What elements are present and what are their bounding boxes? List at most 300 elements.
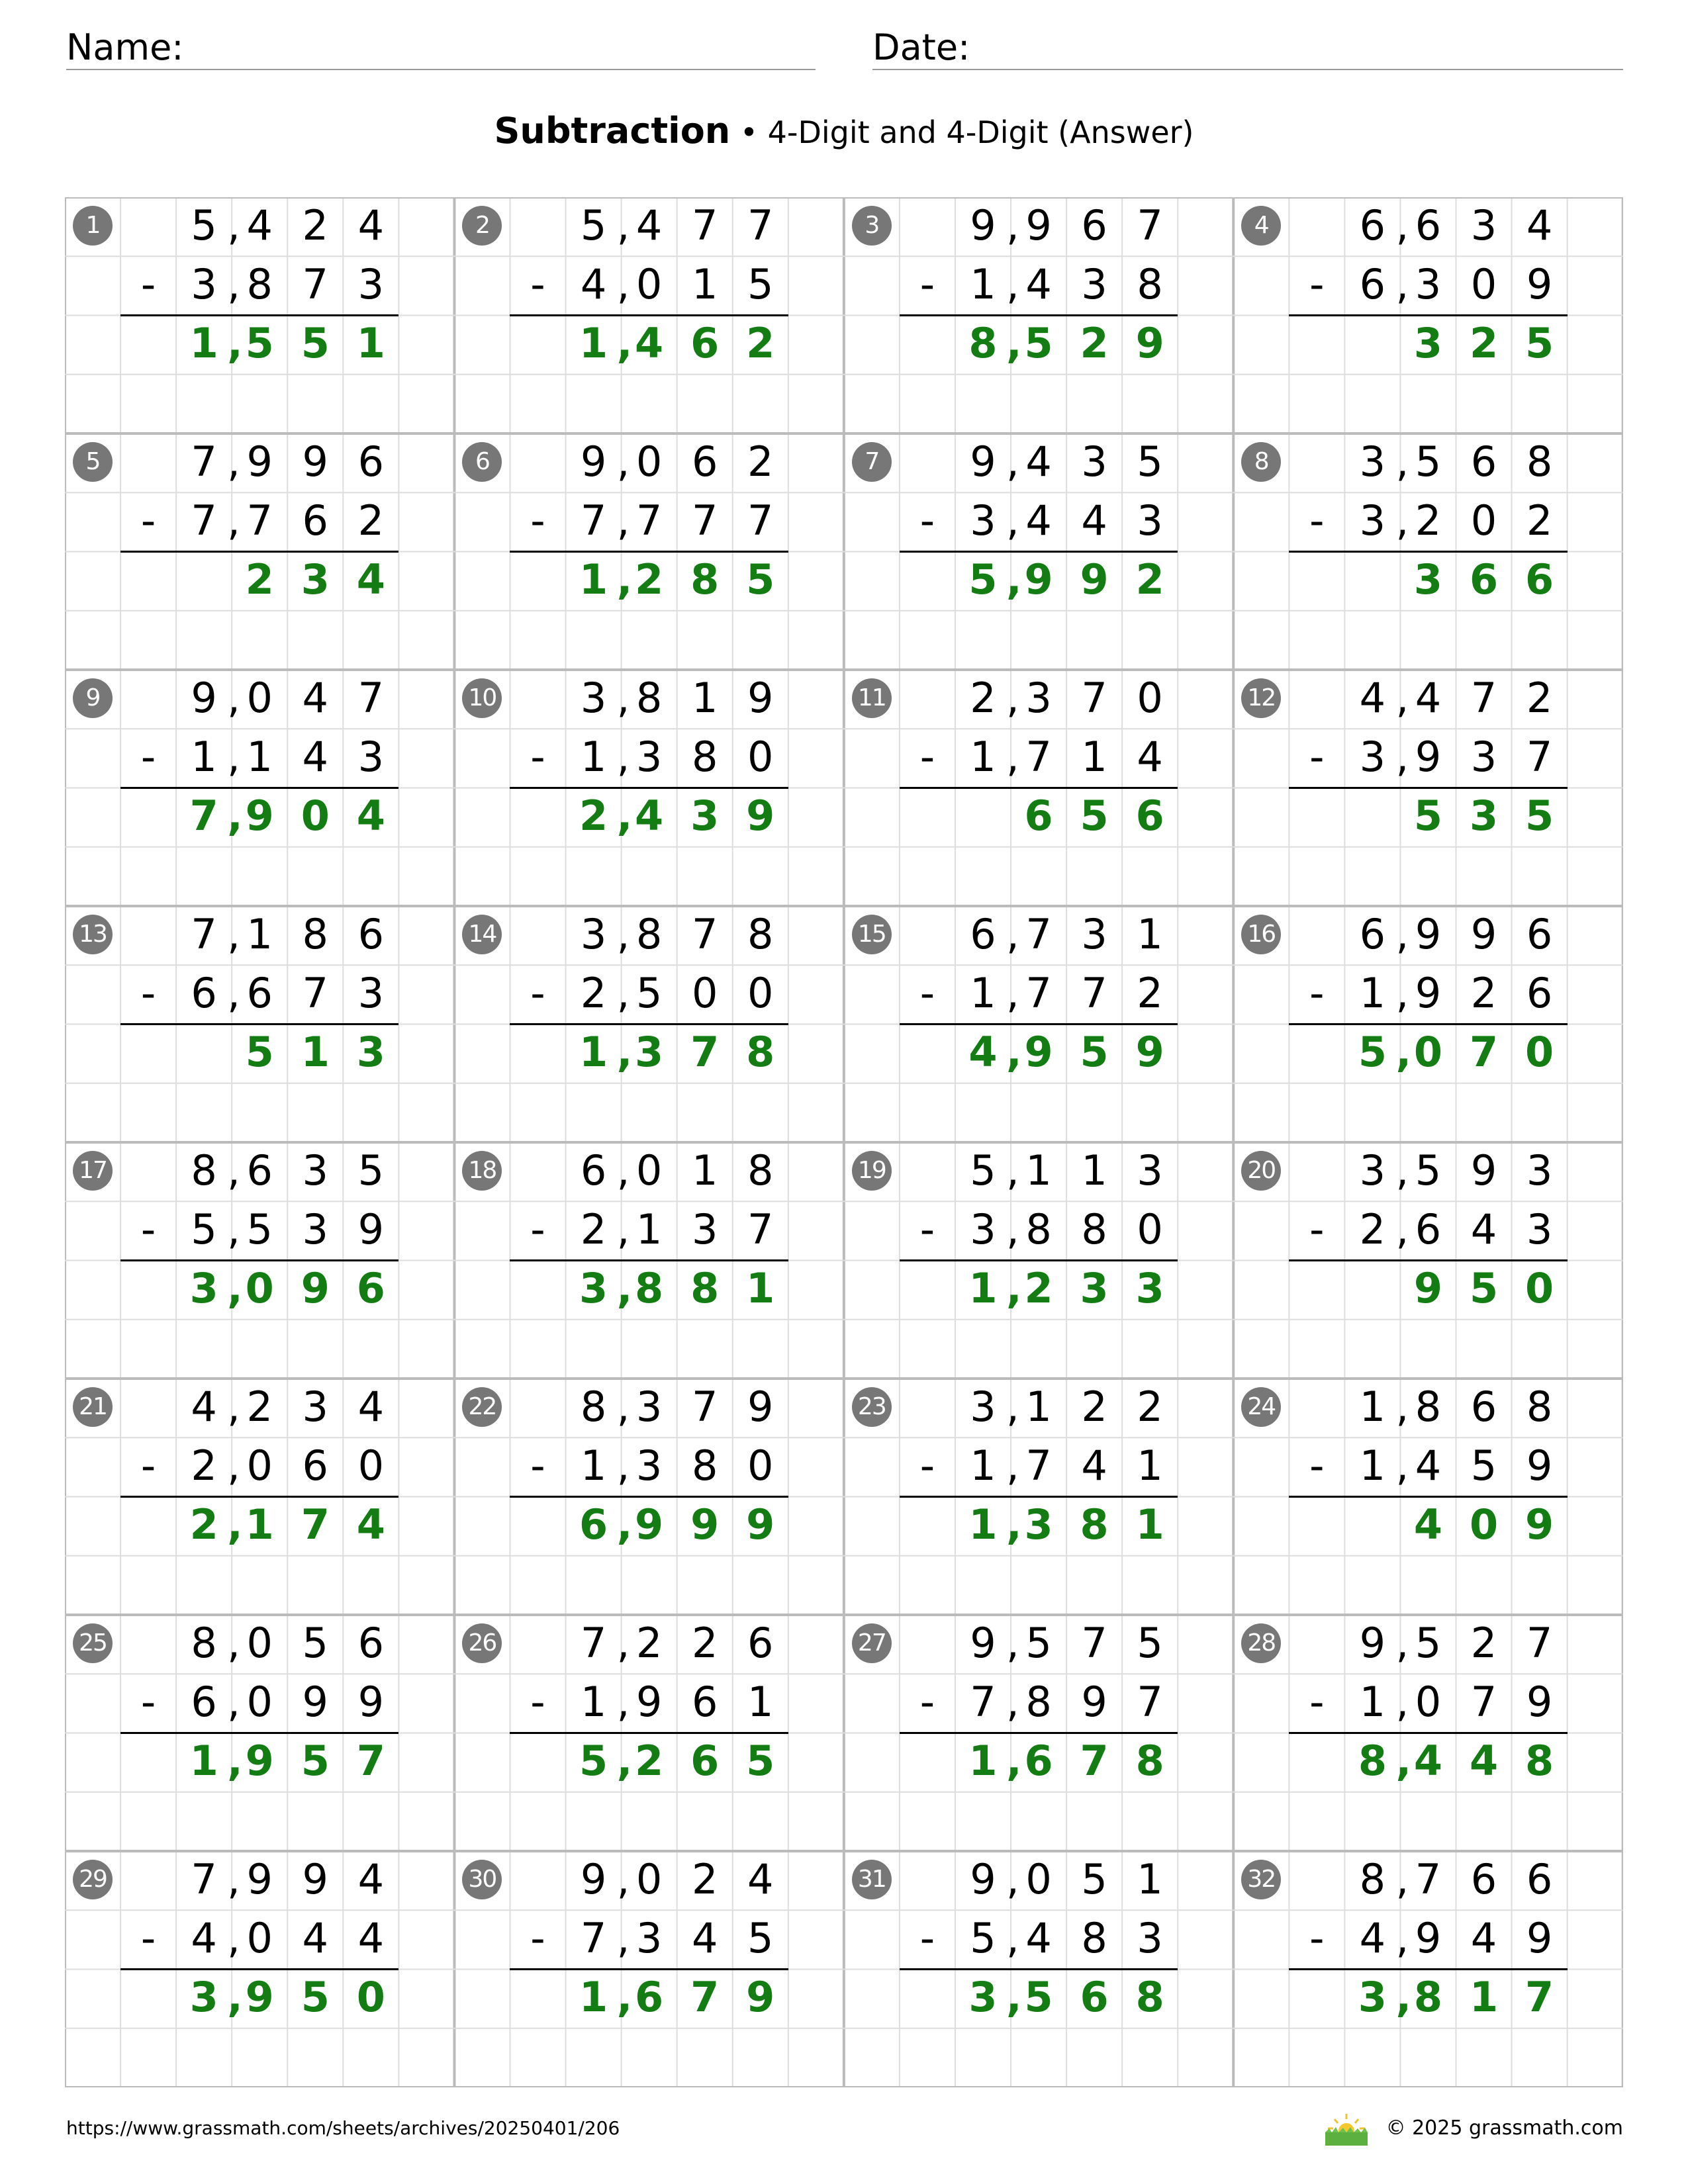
date-field[interactable] [872,26,1623,70]
minuend-digit: 9 [1025,201,1052,250]
minuend-digit: 9 [302,437,328,486]
subtrahend-digit: 5 [191,1205,217,1253]
answer-digit: 9 [245,1973,274,2022]
subtrahend-digit: 3 [191,259,217,308]
answer-digit: 9 [635,1500,664,1549]
answer-digit: 0 [356,1973,385,2022]
subtrahend-digit: 8 [1081,1205,1107,1253]
subtrahend-digit: 4 [691,1913,718,1962]
minus-sign: - [919,1677,935,1726]
answer-digit: 9 [746,792,775,841]
problem-number-badge: 12 [1241,678,1281,718]
answer-rule [1289,1259,1567,1261]
answer-rule [900,1732,1178,1734]
answer-digit: 7 [1080,1737,1109,1786]
subtrahend-digit: 1 [970,259,996,308]
answer-digit: 3 [189,1264,218,1313]
minuend-comma: , [227,673,240,722]
answer-digit: 9 [1080,555,1109,604]
subtrahend-digit: 2 [580,1205,607,1253]
answer-digit: 9 [690,1500,720,1549]
subtrahend-digit: 3 [1137,496,1163,545]
answer-digit: 7 [1469,1028,1499,1077]
minuend-digit: 8 [191,1618,217,1667]
answer-digit: 2 [579,792,608,841]
subtrahend-digit: 3 [1081,259,1107,308]
answer-digit: 5 [1469,1264,1499,1313]
problem-number-badge: 9 [73,678,113,718]
minuend-comma: , [1395,1854,1409,1903]
answer-digit: 2 [635,1737,664,1786]
subtrahend-digit: 1 [747,1677,774,1726]
subtrahend-digit: 3 [635,732,663,781]
problem-number-badge: 13 [73,915,113,954]
answer-digit: 2 [245,555,274,604]
subtrahend-digit: 3 [357,968,385,1017]
answer-rule [120,314,399,316]
answer-digit: 6 [635,1973,664,2022]
answer-digit: 5 [301,1737,330,1786]
answer-comma: , [616,1028,633,1077]
minuend-digit: 7 [1081,673,1107,722]
subtrahend-comma: , [616,732,630,781]
minus-sign: - [140,968,156,1017]
answer-digit: 9 [245,1737,274,1786]
subtrahend-digit: 3 [1137,1913,1163,1962]
subtrahend-digit: 9 [635,1677,663,1726]
subtrahend-comma: , [1006,1205,1019,1253]
minus-sign: - [530,1913,545,1962]
answer-digit: 9 [1024,555,1053,604]
subtrahend-digit: 7 [246,496,273,545]
minuend-digit: 3 [580,909,607,958]
minuend-digit: 7 [191,437,217,486]
minuend-digit: 4 [357,1382,385,1431]
answer-digit: 0 [1413,1028,1443,1077]
subtrahend-digit: 9 [1415,1913,1442,1962]
answer-digit: 1 [189,1737,218,1786]
subtrahend-digit: 4 [1025,259,1052,308]
minuend-digit: 2 [691,1618,718,1667]
minuend-comma: , [227,201,240,250]
subtrahend-comma: , [227,1913,240,1962]
minuend-digit: 7 [191,1854,217,1903]
answer-digit: 0 [1469,1500,1499,1549]
answer-digit: 2 [1469,319,1499,368]
subtrahend-digit: 3 [635,1913,663,1962]
answer-digit: 6 [690,1737,720,1786]
subtrahend-digit: 1 [580,1677,607,1726]
minuend-comma: , [616,909,630,958]
answer-digit: 7 [690,1973,720,2022]
minuend-digit: 8 [1526,1382,1553,1431]
minuend-digit: 7 [357,673,385,722]
minuend-digit: 3 [970,1382,996,1431]
subtrahend-digit: 7 [691,496,718,545]
answer-digit: 9 [1024,1028,1053,1077]
answer-comma: , [1006,1500,1022,1549]
minuend-digit: 6 [1470,437,1497,486]
answer-digit: 1 [968,1500,998,1549]
minuend-digit: 5 [302,1618,328,1667]
subtrahend-digit: 4 [1081,496,1107,545]
minuend-digit: 4 [747,1854,774,1903]
problem-number-badge: 18 [462,1151,502,1191]
minuend-digit: 9 [970,201,996,250]
answer-digit: 3 [356,1028,385,1077]
subtrahend-digit: 0 [747,1441,774,1490]
problem-number-badge: 19 [852,1151,892,1191]
answer-digit: 3 [1135,1264,1164,1313]
answer-rule [900,551,1178,553]
minuend-digit: 6 [357,437,385,486]
subtrahend-digit: 0 [1470,259,1497,308]
minuend-digit: 6 [1359,909,1386,958]
answer-digit: 1 [1135,1500,1164,1549]
minuend-comma: , [1006,1618,1019,1667]
answer-digit: 3 [1469,792,1499,841]
subtrahend-comma: , [1395,1205,1409,1253]
answer-digit: 7 [690,1028,720,1077]
subtrahend-digit: 4 [191,1913,217,1962]
subtrahend-digit: 8 [1081,1913,1107,1962]
problem-number-badge: 15 [852,915,892,954]
minuend-digit: 8 [635,673,663,722]
answer-digit: 0 [245,1264,274,1313]
subtrahend-digit: 7 [1526,732,1553,781]
subtrahend-digit: 4 [1081,1441,1107,1490]
minuend-digit: 9 [191,673,217,722]
minuend-comma: , [1006,201,1019,250]
answer-digit: 2 [189,1500,218,1549]
minuend-digit: 4 [1415,673,1442,722]
answer-rule [1289,1732,1567,1734]
minuend-comma: , [1006,909,1019,958]
subtrahend-digit: 0 [246,1441,273,1490]
subtrahend-comma: , [1395,496,1409,545]
answer-digit: 3 [635,1028,664,1077]
minus-sign: - [919,1441,935,1490]
problem-number-badge: 17 [73,1151,113,1191]
subtrahend-comma: , [227,259,240,308]
subtrahend-digit: 4 [1359,1913,1386,1962]
subtrahend-comma: , [227,1205,240,1253]
minuend-digit: 7 [691,1382,718,1431]
minuend-digit: 6 [691,437,718,486]
answer-digit: 4 [1469,1737,1499,1786]
minuend-digit: 7 [580,1618,607,1667]
answer-digit: 8 [1358,1737,1387,1786]
subtrahend-digit: 1 [1359,1677,1386,1726]
answer-comma: , [616,792,633,841]
minuend-digit: 6 [357,1618,385,1667]
problem-number-badge: 30 [462,1860,502,1899]
answer-comma: , [227,1500,243,1549]
answer-digit: 8 [968,319,998,368]
subtrahend-comma: , [1006,1441,1019,1490]
subtrahend-digit: 3 [302,1205,328,1253]
minuend-digit: 4 [357,201,385,250]
subtrahend-digit: 1 [970,1441,996,1490]
subtrahend-digit: 4 [1025,496,1052,545]
subtrahend-digit: 6 [1359,259,1386,308]
problem-number-badge: 28 [1241,1623,1281,1663]
answer-digit: 6 [690,319,720,368]
subtrahend-comma: , [1006,259,1019,308]
answer-digit: 5 [746,555,775,604]
answer-digit: 1 [189,319,218,368]
subtrahend-digit: 3 [357,259,385,308]
minuend-digit: 3 [1081,437,1107,486]
subtrahend-comma: , [227,968,240,1017]
answer-digit: 7 [356,1737,385,1786]
subtrahend-digit: 7 [1081,968,1107,1017]
answer-comma: , [1006,1028,1022,1077]
minus-sign: - [530,732,545,781]
subtrahend-digit: 3 [1415,259,1442,308]
minuend-digit: 9 [747,673,774,722]
answer-comma: , [227,792,243,841]
minuend-digit: 4 [246,201,273,250]
minuend-digit: 1 [1025,1146,1052,1195]
minuend-comma: , [1395,1382,1409,1431]
answer-digit: 3 [968,1973,998,2022]
answer-digit: 1 [968,1264,998,1313]
answer-digit: 4 [635,792,664,841]
minuend-digit: 0 [246,1618,273,1667]
answer-digit: 6 [1525,555,1554,604]
subtrahend-digit: 0 [691,968,718,1017]
subtrahend-digit: 2 [1415,496,1442,545]
subtrahend-digit: 4 [1025,1913,1052,1962]
minuend-digit: 0 [246,673,273,722]
problem-number-badge: 21 [73,1387,113,1427]
problem-number-badge: 6 [462,442,502,482]
minuend-digit: 6 [1526,909,1553,958]
answer-digit: 6 [1469,555,1499,604]
subtrahend-digit: 0 [1415,1677,1442,1726]
subtrahend-comma: , [616,1913,630,1962]
subtrahend-digit: 4 [357,1913,385,1962]
answer-rule [1289,1968,1567,1970]
minuend-digit: 9 [970,437,996,486]
answer-digit: 1 [301,1028,330,1077]
subtrahend-digit: 5 [747,259,774,308]
problem-number-badge: 11 [852,678,892,718]
name-field[interactable] [66,26,816,70]
worksheet-title [0,105,1688,159]
minuend-digit: 1 [1137,1854,1163,1903]
subtrahend-digit: 1 [1137,1441,1163,1490]
minuend-digit: 2 [1470,1618,1497,1667]
subtrahend-comma: , [616,259,630,308]
subtrahend-digit: 0 [635,259,663,308]
subtrahend-digit: 8 [1137,259,1163,308]
answer-digit: 9 [1525,1500,1554,1549]
minuend-digit: 3 [635,1382,663,1431]
minuend-comma: , [616,201,630,250]
subtrahend-digit: 4 [302,732,328,781]
minuend-digit: 7 [1470,673,1497,722]
subtrahend-digit: 9 [1526,1913,1553,1962]
subtrahend-digit: 1 [635,1205,663,1253]
minuend-digit: 4 [1025,437,1052,486]
answer-digit: 1 [356,319,385,368]
subtrahend-digit: 5 [635,968,663,1017]
subtrahend-digit: 1 [970,968,996,1017]
problem-number-badge: 20 [1241,1151,1281,1191]
minuend-digit: 8 [635,909,663,958]
minuend-digit: 8 [302,909,328,958]
minuend-comma: , [616,437,630,486]
answer-comma: , [1006,555,1022,604]
subtrahend-digit: 2 [1359,1205,1386,1253]
minus-sign: - [530,259,545,308]
minuend-digit: 9 [246,1854,273,1903]
subtrahend-digit: 9 [1526,1677,1553,1726]
minuend-digit: 3 [1526,1146,1553,1195]
minus-sign: - [140,732,156,781]
minus-sign: - [919,968,935,1017]
problem-number-badge: 22 [462,1387,502,1427]
subtrahend-digit: 3 [691,1205,718,1253]
subtrahend-digit: 8 [1025,1677,1052,1726]
answer-digit: 3 [1358,1973,1387,2022]
answer-digit: 2 [746,319,775,368]
minuend-comma: , [1395,1618,1409,1667]
answer-digit: 1 [1469,1973,1499,2022]
subtrahend-digit: 3 [970,496,996,545]
minuend-digit: 8 [1526,437,1553,486]
subtrahend-digit: 0 [246,1677,273,1726]
minuend-digit: 6 [970,909,996,958]
subtrahend-digit: 2 [1470,968,1497,1017]
minuend-digit: 3 [1359,1146,1386,1195]
subtrahend-comma: , [1006,1913,1019,1962]
answer-rule [120,1732,399,1734]
minuend-digit: 4 [302,673,328,722]
answer-rule [900,1968,1178,1970]
minus-sign: - [1309,496,1325,545]
answer-digit: 5 [245,1028,274,1077]
subtrahend-digit: 7 [747,496,774,545]
minuend-digit: 5 [1415,1146,1442,1195]
problem-number-badge: 16 [1241,915,1281,954]
answer-digit: 5 [1525,319,1554,368]
minus-sign: - [140,259,156,308]
minuend-comma: , [227,437,240,486]
minuend-comma: , [227,909,240,958]
problem-number-badge: 2 [462,206,502,246]
subtrahend-digit: 5 [747,1913,774,1962]
answer-digit: 5 [301,1973,330,2022]
answer-rule [1289,1496,1567,1498]
subtrahend-digit: 6 [302,496,328,545]
problem-number-badge: 8 [1241,442,1281,482]
answer-digit: 5 [1024,319,1053,368]
minuend-digit: 3 [580,673,607,722]
answer-rule [510,314,788,316]
minuend-digit: 9 [747,1382,774,1431]
subtrahend-digit: 7 [970,1677,996,1726]
subtrahend-digit: 4 [302,1913,328,1962]
answer-digit: 3 [1024,1500,1053,1549]
subtrahend-digit: 5 [1470,1441,1497,1490]
answer-rule [510,1259,788,1261]
answer-digit: 5 [1413,792,1443,841]
subtrahend-digit: 1 [1081,732,1107,781]
minus-sign: - [919,259,935,308]
minuend-comma: , [616,1146,630,1195]
answer-rule [1289,551,1567,553]
minuend-comma: , [1006,673,1019,722]
subtrahend-digit: 6 [191,968,217,1017]
minuend-digit: 6 [1081,201,1107,250]
answer-digit: 7 [301,1500,330,1549]
minus-sign: - [919,496,935,545]
footer-url: https://www.grassmath.com/sheets/archives/20250401/206 [66,2117,620,2139]
answer-rule [510,1732,788,1734]
minuend-comma: , [1006,1146,1019,1195]
subtrahend-digit: 3 [1359,732,1386,781]
subtrahend-digit: 5 [970,1913,996,1962]
minuend-digit: 5 [1415,1618,1442,1667]
subtrahend-digit: 2 [1526,496,1553,545]
subtrahend-digit: 4 [1137,732,1163,781]
minus-sign: - [530,968,545,1017]
minuend-digit: 9 [246,437,273,486]
answer-digit: 0 [301,792,330,841]
minuend-digit: 7 [1137,201,1163,250]
minuend-digit: 7 [1081,1618,1107,1667]
minuend-digit: 6 [1526,1854,1553,1903]
problem-number-badge: 24 [1241,1387,1281,1427]
problem-number-badge: 1 [73,206,113,246]
minuend-comma: , [227,1146,240,1195]
answer-digit: 8 [635,1264,664,1313]
minuend-digit: 9 [1470,1146,1497,1195]
minuend-digit: 7 [191,909,217,958]
subtrahend-comma: , [1395,968,1409,1017]
minus-sign: - [530,496,545,545]
answer-digit: 3 [690,792,720,841]
minuend-digit: 2 [302,201,328,250]
subtrahend-digit: 1 [1359,968,1386,1017]
minuend-digit: 5 [191,201,217,250]
subtrahend-comma: , [1395,1441,1409,1490]
problem-number-badge: 29 [73,1860,113,1899]
answer-digit: 6 [579,1500,608,1549]
answer-digit: 4 [1413,1737,1443,1786]
subtrahend-digit: 5 [246,1205,273,1253]
minuend-comma: , [616,1854,630,1903]
minuend-digit: 7 [1415,1854,1442,1903]
subtrahend-digit: 3 [970,1205,996,1253]
minuend-digit: 2 [747,437,774,486]
answer-digit: 5 [1080,792,1109,841]
subtrahend-digit: 0 [1470,496,1497,545]
minus-sign: - [530,1441,545,1490]
subtrahend-digit: 2 [580,968,607,1017]
subtrahend-digit: 7 [635,496,663,545]
answer-rule [1289,1023,1567,1025]
answer-rule [900,1023,1178,1025]
minuend-digit: 5 [970,1146,996,1195]
minuend-comma: , [616,1382,630,1431]
problem-number-badge: 5 [73,442,113,482]
answer-digit: 6 [356,1264,385,1313]
answer-digit: 1 [579,319,608,368]
